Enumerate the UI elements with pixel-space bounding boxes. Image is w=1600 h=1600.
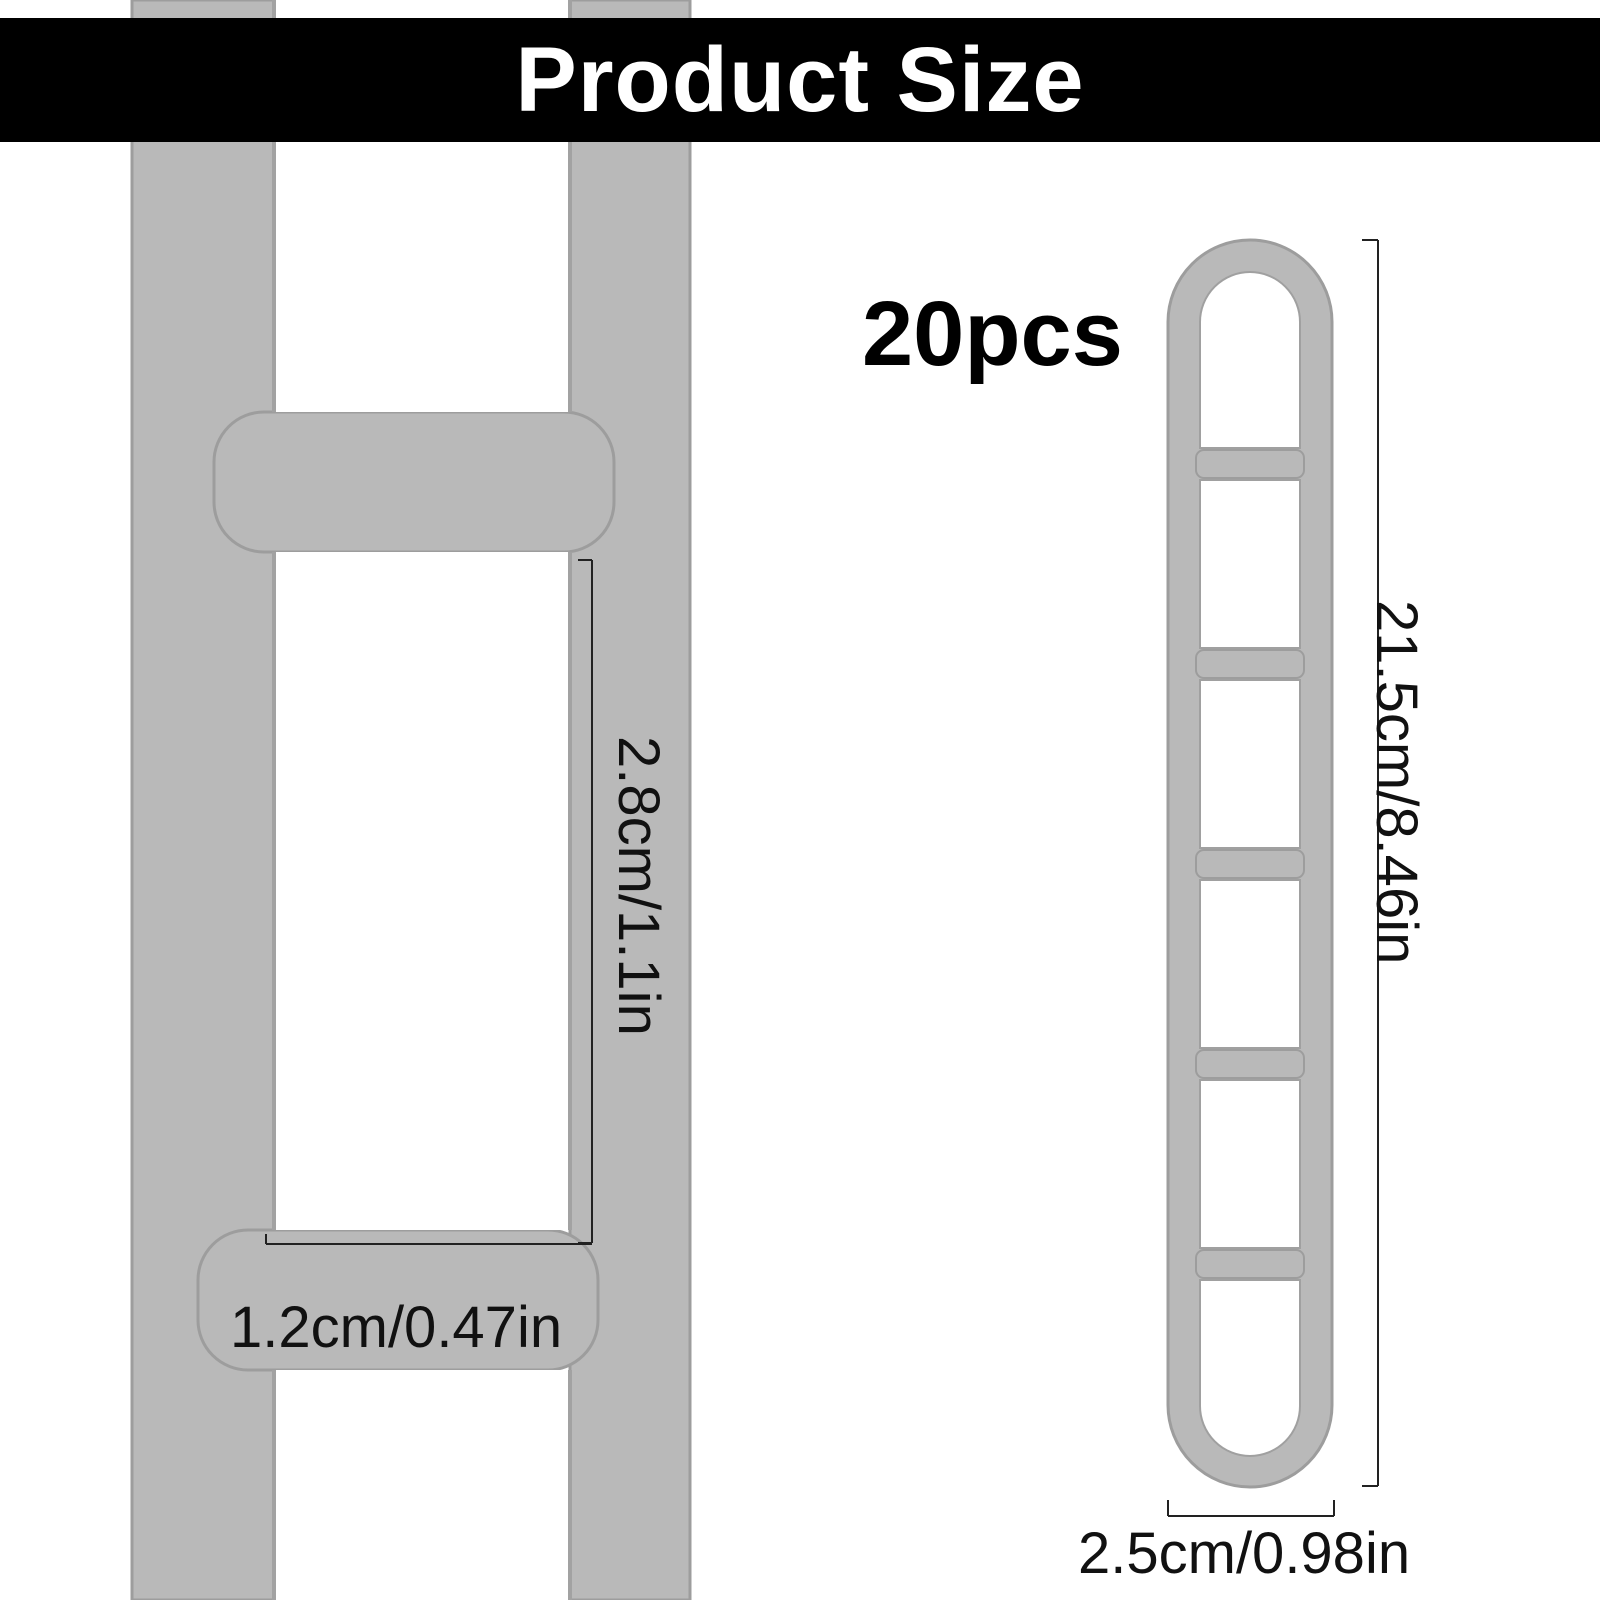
strap-width-bracket bbox=[1168, 1500, 1334, 1516]
title-banner bbox=[0, 18, 1600, 142]
strap-opening-3 bbox=[1200, 680, 1300, 848]
strap-opening-bottom bbox=[1200, 1280, 1300, 1456]
strap-width-label: 2.5cm/0.98in bbox=[1078, 1521, 1411, 1586]
ladder-rung-upper bbox=[214, 412, 614, 552]
strap-opening-2 bbox=[1200, 480, 1300, 648]
strap-opening-5 bbox=[1200, 1080, 1300, 1248]
banner-title: Product Size bbox=[515, 28, 1085, 131]
strap-opening-top bbox=[1200, 272, 1300, 448]
full-strap bbox=[1168, 240, 1332, 1487]
opening-height-label: 2.8cm/1.1in bbox=[606, 736, 671, 1036]
ladder-opening-bottom bbox=[274, 1370, 570, 1600]
strap-opening-4 bbox=[1200, 880, 1300, 1048]
ladder-opening-middle bbox=[274, 552, 570, 1230]
quantity-label: 20pcs bbox=[862, 283, 1123, 385]
opening-width-label: 1.2cm/0.47in bbox=[230, 1295, 563, 1360]
strap-length-label: 21.5cm/8.46in bbox=[1364, 600, 1429, 965]
